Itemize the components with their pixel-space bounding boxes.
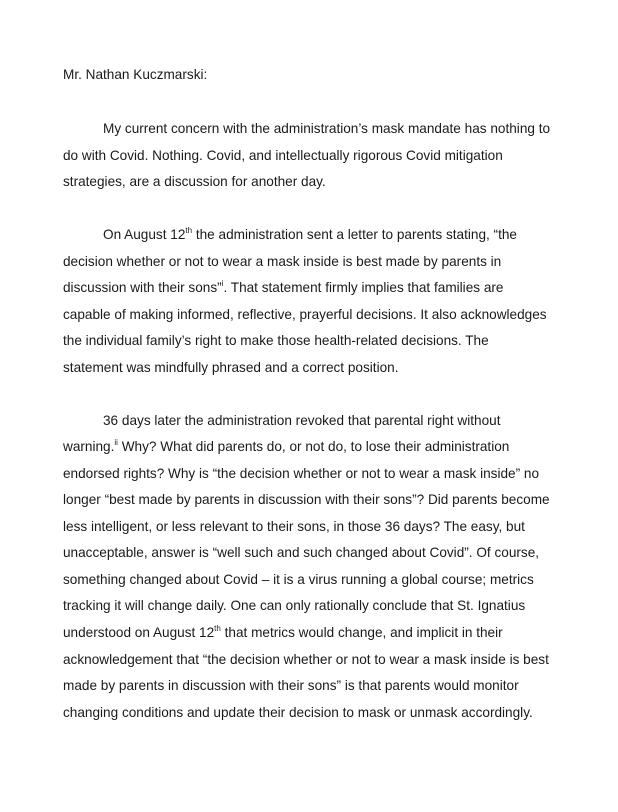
text-run: the administration sent a letter to parents stating, “the (192, 227, 517, 242)
text-run: On August 12 (103, 227, 186, 242)
paragraph-2-line (63, 279, 503, 297)
paragraph-3-line: less intelligent, or less relevant to their sons, in those 36 days? The easy, but (63, 519, 525, 534)
paragraph-3-line: 36 days later the administration revoked that parental right without (103, 413, 501, 428)
text-run: discussion with their sons” (63, 280, 222, 295)
paragraph-1-line: strategies, are a discussion for another day. (63, 174, 326, 189)
paragraph-2-line: decision whether or not to wear a mask inside is best made by parents in (63, 254, 502, 269)
text-run: understood on August 12 (63, 625, 215, 640)
paragraph-2-line: the individual family’s right to make those health-related decisions. The (63, 333, 489, 348)
paragraph-3-line: acknowledgement that “the decision whether or not to wear a mask inside is best (63, 652, 549, 667)
paragraph-2-line: capable of making informed, reflective, prayerful decisions. It also acknowledges (63, 307, 547, 322)
paragraph-1-line: do with Covid. Nothing. Covid, and intellectually rigorous Covid mitigation (63, 148, 503, 163)
text-run: warning. (63, 439, 115, 454)
paragraph-3-line: tracking it will change daily. One can only rationally conclude that St. Ignatius (63, 598, 526, 613)
paragraph-3-line: changing conditions and update their decision to mask or unmask accordingly. (63, 705, 533, 720)
paragraph-3-line: something changed about Covid – it is a virus running a global course; metrics (63, 572, 534, 587)
paragraph-3-line: endorsed rights? Why is “the decision whether or not to wear a mask inside” no (63, 466, 540, 481)
text-run: Why? What did parents do, or not do, to lose their administration (117, 439, 510, 454)
ordinal-suffix: th (214, 624, 221, 633)
salutation: Mr. Nathan Kuczmarski: (63, 67, 208, 82)
paragraph-3-line: longer “best made by parents in discussion with their sons”? Did parents become (63, 492, 550, 507)
text-run: . That statement firmly implies that families are (223, 280, 504, 295)
paragraph-3-line: made by parents in discussion with their sons” is that parents would monitor (63, 678, 519, 693)
paragraph-2-line (103, 226, 517, 244)
paragraph-3-line: unacceptable, answer is “well such and such changed about Covid”. Of course, (63, 545, 540, 560)
ordinal-suffix: th (185, 226, 193, 235)
endnote-marker: i (221, 279, 224, 288)
text-run: that metrics would change, and implicit in their (220, 625, 503, 640)
paragraph-3-line (63, 438, 509, 456)
paragraph-3-line (63, 624, 503, 642)
paragraph-2-line: statement was mindfully phrased and a correct position. (63, 360, 399, 375)
endnote-marker: ii (114, 438, 118, 447)
paragraph-1-line: My current concern with the administration’s mask mandate has nothing to (103, 121, 551, 136)
